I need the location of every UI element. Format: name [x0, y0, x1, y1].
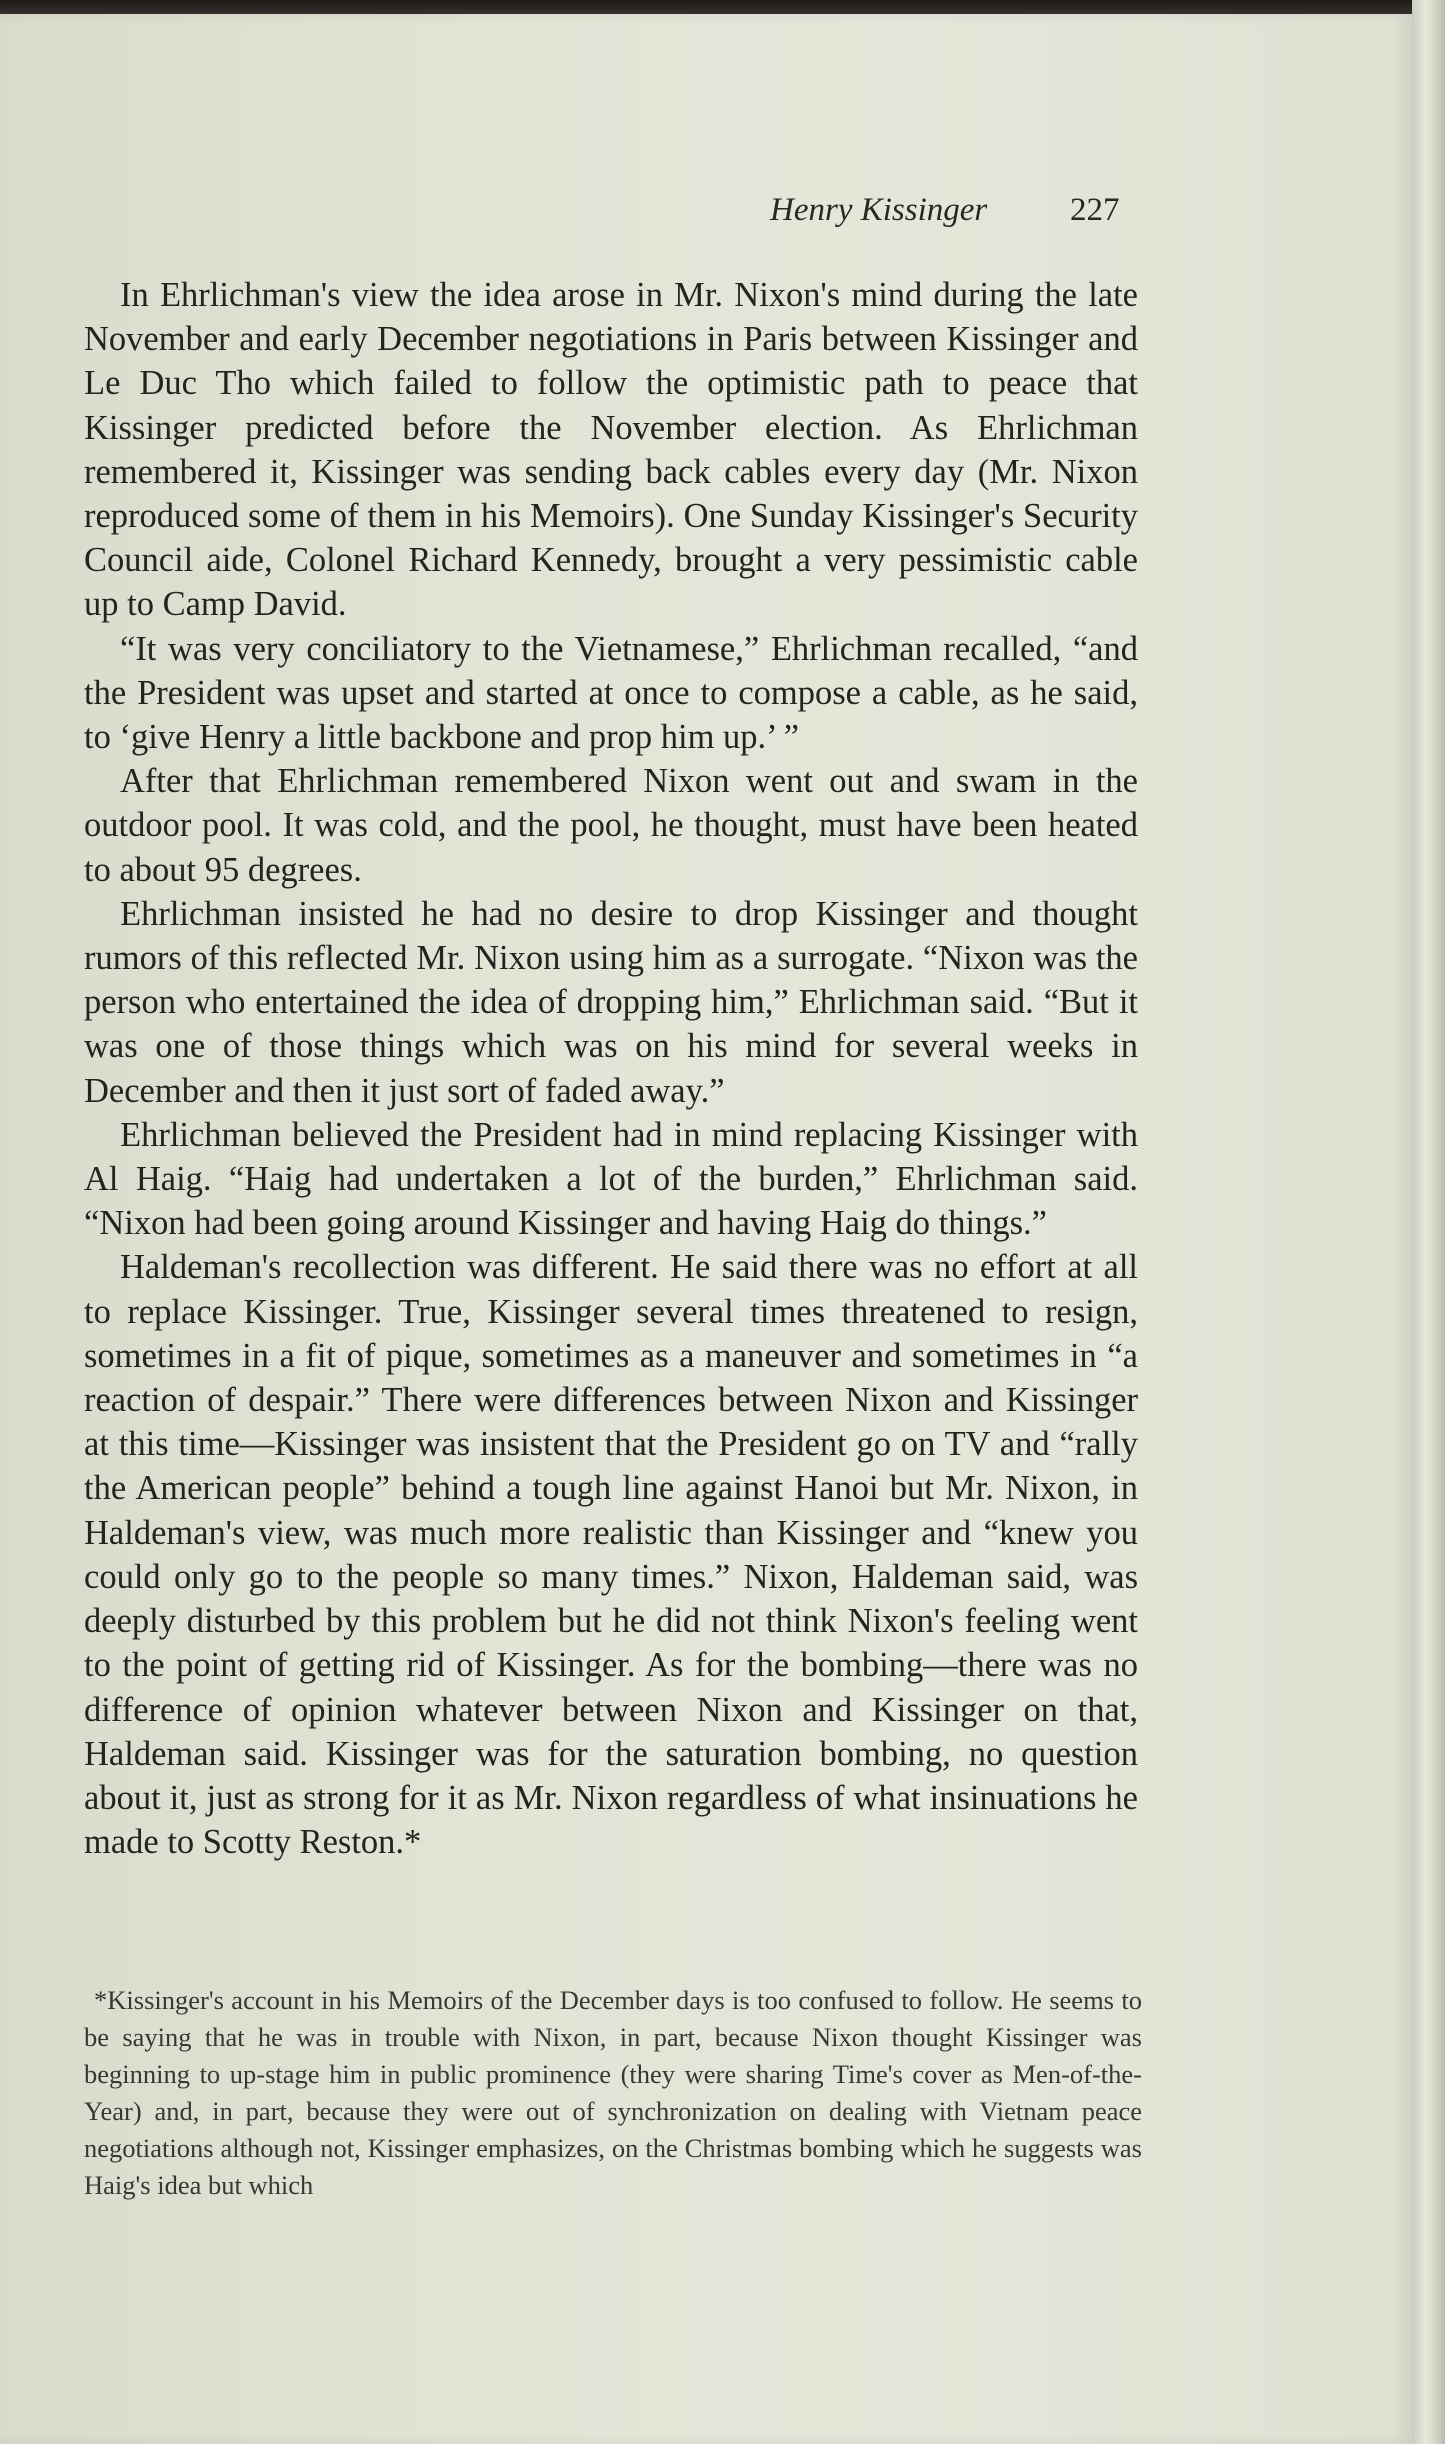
paragraph: “It was very conciliatory to the Vietnamese,” Ehrlichman recalled, “and the President was upset and started at once to compose a cable, as he said, to ‘give Henry a little backbone and prop him up.’ ” — [84, 629, 1138, 757]
running-title: Henry Kissinger — [770, 192, 988, 228]
page-number: 227 — [1070, 192, 1120, 228]
running-header — [770, 192, 1140, 229]
paragraph: Haldeman's recollection was different. He said there was no effort at all to replace Kissinger. True, Kissinger several times threatened to resign, sometimes in a fit of pique, sometimes as a maneuver and sometimes in “a reaction of despair.” There were differences between Nixon and Kissinger at this time—Kissinger was insistent that the President go on TV and “rally the American people” behind a tough line against Hanoi but Mr. Nixon, in Haldeman's view, was much more realistic than Kissinger and “knew you could only go to the people so many times.” Nixon, Haldeman said, was deeply disturbed by this problem but he did not think Nixon's feeling went to the point of getting rid of Kissinger. As for the bombing—there was no difference of opinion whatever between Nixon and Kissinger on that, Haldeman said. Kissinger was for the saturation bombing, no question about it, just as strong for it as Mr. Nixon regardless of what insinuations he made to Scotty Reston.* — [84, 1248, 1138, 1862]
paragraph: After that Ehrlichman remembered Nixon went out and swam in the outdoor pool. It was cold, and the pool, he thought, must have been heated to about 95 degrees. — [84, 762, 1138, 889]
paragraph: In Ehrlichman's view the idea arose in Mr. Nixon's mind during the late November and early December negotiations in Paris between Kissinger and Le Duc Tho which failed to follow the optimistic path to peace that Kissinger predicted before the November election. As Ehrlichman remembered it, Kissinger was sending back cables every day (Mr. Nixon reproduced some of them in his Memoirs). One Sunday Kissinger's Security Council aide, Colonel Richard Kennedy, brought a very pessimistic cable up to Camp David. — [84, 276, 1138, 624]
page-edge — [1412, 0, 1445, 2444]
book-page — [0, 14, 1412, 2444]
footnote: *Kissinger's account in his Memoirs of the December days is too confused to follow. He seems to be saying that he was in trouble with Nixon, in part, because Nixon thought Kissinger was beginning to up-stage him in public prominence (they were sharing Time's cover as Men-of-the-Year) and, in part, because they were out of synchronization on dealing with Vietnam peace negotiations although not, Kissinger emphasizes, on the Christmas bombing which he suggests was Haig's idea but which — [84, 1985, 1142, 2200]
body-text — [84, 273, 1138, 1864]
paragraph: Ehrlichman believed the President had in mind replacing Kissinger with Al Haig. “Haig had undertaken a lot of the burden,” Ehrlichman said. “Nixon had been going around Kissinger and having Haig do things.” — [84, 1115, 1138, 1243]
paragraph: Ehrlichman insisted he had no desire to drop Kissinger and thought rumors of this reflected Mr. Nixon using him as a surrogate. “Nixon was the person who entertained the idea of dropping him,” Ehrlichman said. “But it was one of those things which was on his mind for several weeks in December and then it just sort of faded away.” — [84, 894, 1138, 1110]
